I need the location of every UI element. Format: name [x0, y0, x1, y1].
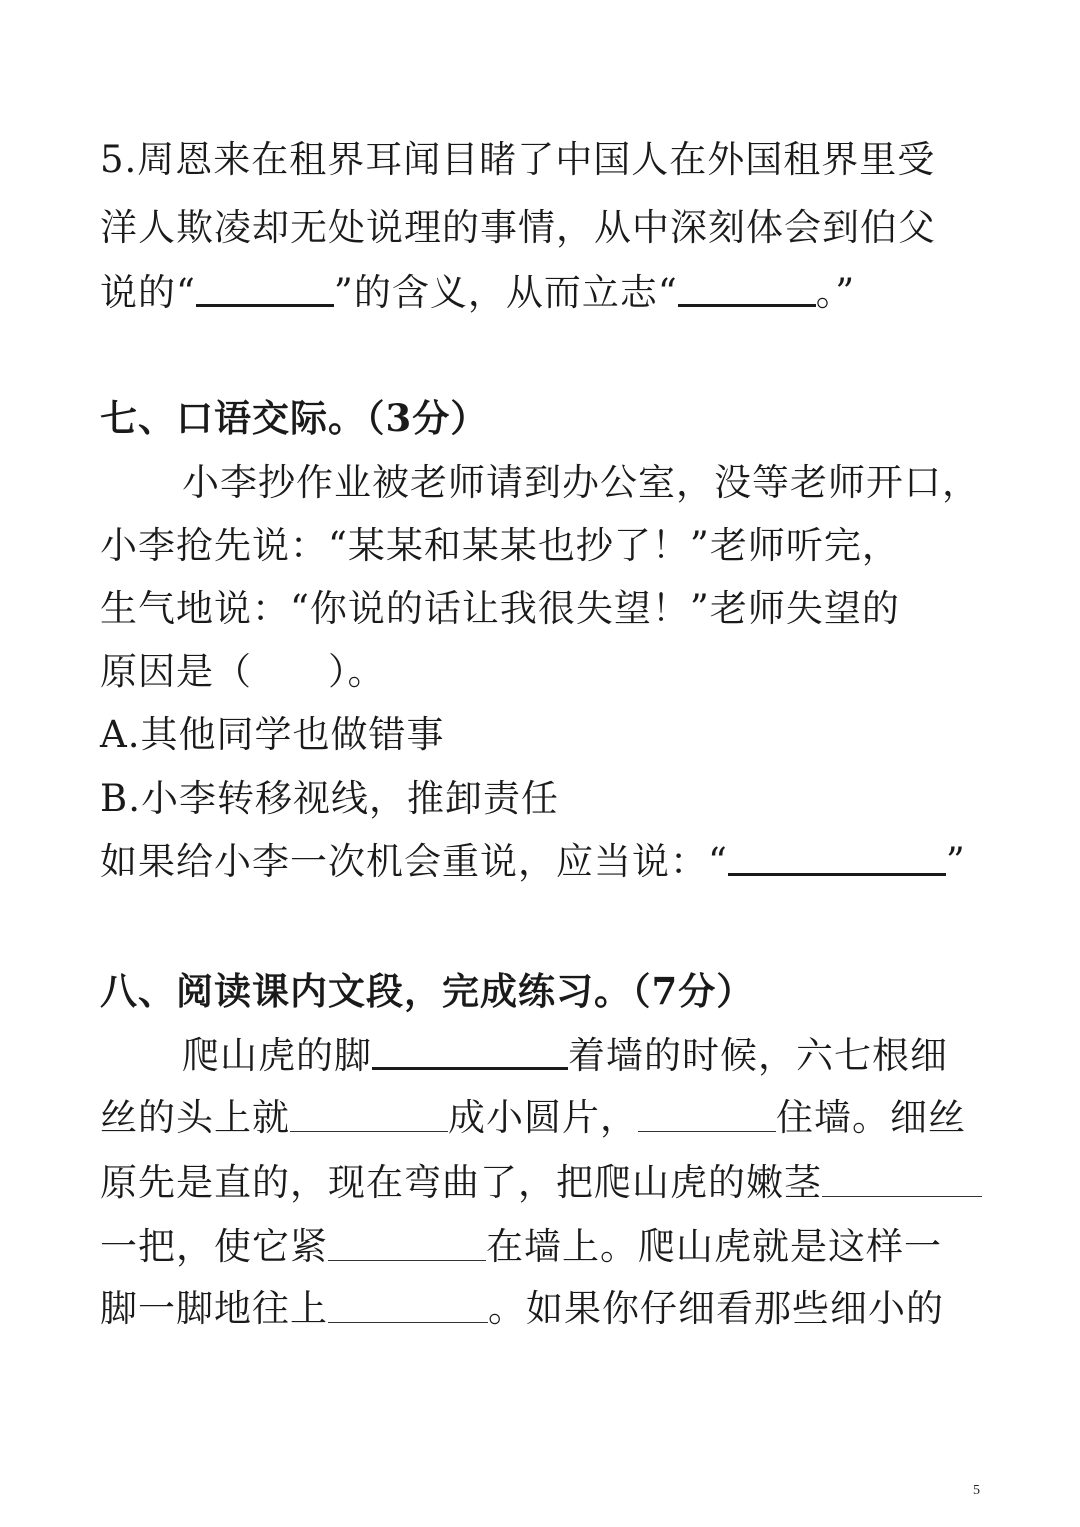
section-8-text-5b: 。如果你仔细看那些细小的: [488, 1287, 944, 1330]
section-7-text-1: 小李抄作业被老师请到办公室，没等老师开口，: [182, 461, 980, 504]
q5-line-3: [100, 268, 990, 318]
section-8-line-4: [100, 1222, 990, 1272]
option-a-text: A.其他同学也做错事: [100, 713, 445, 756]
page-number: 5: [973, 1483, 980, 1498]
section-8-text-2b: 成小圆片，: [448, 1096, 638, 1139]
section-8-text-4b: 在墙上。爬山虎就是这样一: [486, 1225, 942, 1268]
section-8-text-1b: 着墙的时候，六七根细: [568, 1034, 948, 1077]
q5-text-3c: 。”: [815, 271, 856, 314]
section-8-blank-5[interactable]: [328, 1226, 486, 1261]
option-a: [100, 710, 990, 760]
section-7-retry-text: 如果给小李一次机会重说，应当说：“: [100, 840, 728, 883]
section-8-text-1a: 爬山虎的脚: [182, 1034, 372, 1077]
section-8-blank-1[interactable]: [372, 1033, 568, 1070]
option-b: [100, 774, 990, 824]
section-7-text-2: 小李抢先说：“某某和某某也抄了！”老师听完，: [100, 524, 900, 567]
section-7-line-4: [100, 647, 990, 697]
section-8-text-2c: 住墙。细丝: [776, 1096, 966, 1139]
section-7-answer-blank[interactable]: [728, 839, 946, 876]
section-7-line-2: [100, 521, 990, 571]
section-7-line-1: [182, 458, 1072, 508]
section-8-text-4a: 一把，使它紧: [100, 1225, 328, 1268]
section-8-text-2a: 丝的头上就: [100, 1096, 290, 1139]
q5-text-3b: ”的含义，从而立志“: [333, 271, 678, 314]
section-8-blank-4[interactable]: [822, 1162, 982, 1197]
section-8-blank-6[interactable]: [328, 1288, 488, 1323]
q5-text-2: 洋人欺凌却无处说理的事情，从中深刻体会到伯父: [100, 206, 936, 249]
section-7-text-4: 原因是（ ）。: [100, 650, 386, 693]
section-8-heading: [100, 966, 990, 1016]
section-8-line-3: [100, 1158, 990, 1208]
option-b-text: B.小李转移视线，推卸责任: [100, 777, 559, 820]
section-7-retry-line: [100, 837, 990, 887]
q5-blank-1[interactable]: [196, 270, 334, 307]
q5-text-3a: 说的“: [100, 271, 196, 314]
section-8-line-1: [182, 1031, 1072, 1081]
section-8-heading-text: 八、阅读课内文段，完成练习。（7分）: [100, 969, 755, 1013]
section-7-retry-close: ”: [945, 840, 966, 883]
q5-line-2: [100, 203, 990, 253]
section-8-text-3a: 原先是直的，现在弯曲了，把爬山虎的嫩茎: [100, 1161, 822, 1204]
section-8-text-5a: 脚一脚地往上: [100, 1287, 328, 1330]
section-8-blank-3[interactable]: [638, 1097, 776, 1132]
q5-text-1: 5.周恩来在租界耳闻目睹了中国人在外国租界里受: [100, 138, 936, 181]
q5-blank-2[interactable]: [678, 270, 816, 307]
section-7-line-3: [100, 584, 990, 634]
section-8-blank-2[interactable]: [290, 1097, 448, 1132]
section-7-text-3: 生气地说：“你说的话让我很失望！”老师失望的: [100, 587, 900, 630]
section-7-heading: [100, 393, 990, 443]
q5-line-1: [100, 135, 990, 185]
section-8-line-5: [100, 1284, 990, 1334]
section-8-line-2: [100, 1093, 990, 1143]
section-7-heading-text: 七、口语交际。（3分）: [100, 396, 489, 440]
